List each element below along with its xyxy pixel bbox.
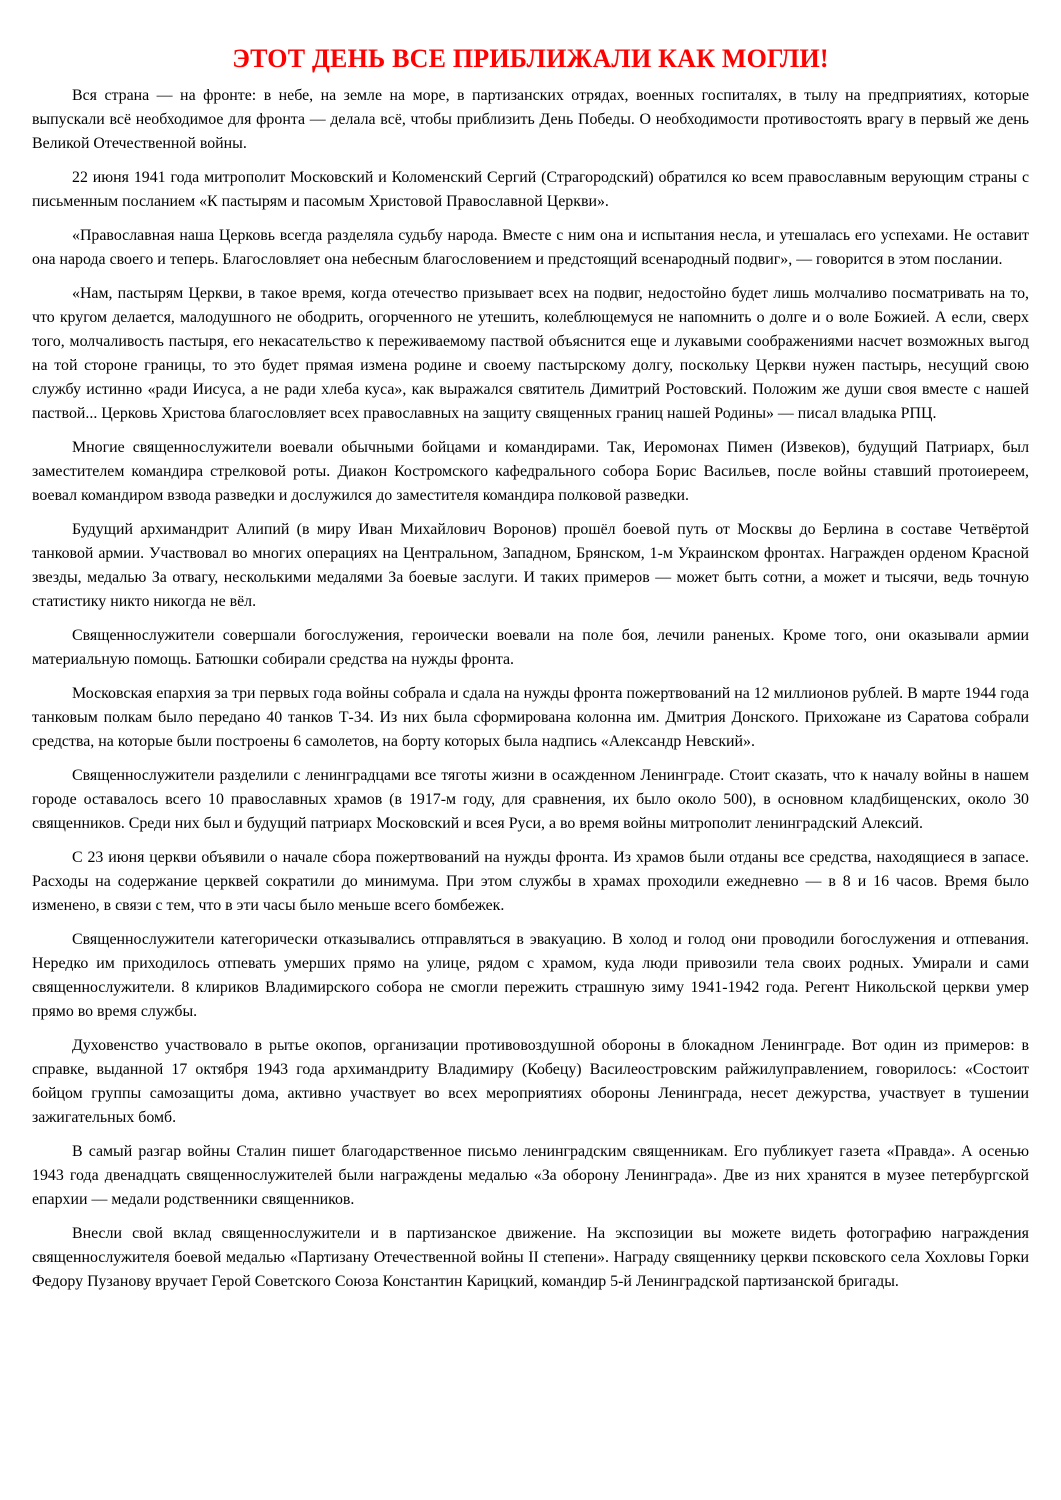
document-page (32, 40, 1029, 1304)
paragraph-10: С 23 июня церкви объявили о начале сбора пожертвований на нужды фронта. Из храмов были отданы все средства, находящиеся в запасе. Расходы на содержание церквей сократили до минимума. При этом службы в храмах проходили ежедневно — в 8 и 16 часов. Время было изменено, в связи с тем, что в эти часы было меньше всего бомбежек. (32, 849, 1029, 914)
paragraph-5: Многие священнослужители воевали обычными бойцами и командирами. Так, Иеромонах Пимен (Извеков), будущий Патриарх, был заместителем командира стрелковой роты. Диакон Костромского кафедрального собора Борис Васильев, после войны ставший протоиереем, воевал командиром взвода разведки и дослужился до заместителя командира полковой разведки. (32, 439, 1029, 504)
paragraph-12: Духовенство участвовало в рытье окопов, организации противовоздушной обороны в блокадном Ленинграде. Вот один из примеров: в справке, выданной 17 октября 1943 года архимандриту Владимиру (Кобецу) Василеостровским райжилуправлением, говорилось: «Состоит бойцом группы самозащиты дома, активно участвует во всех мероприятиях обороны Ленинграда, несет дежурства, участвует в тушении зажигательных бомб. (32, 1037, 1029, 1126)
paragraph-2: 22 июня 1941 года митрополит Московский и Коломенский Сергий (Страгородский) обратился ко всем православным верующим страны с письменным посланием «К пастырям и пасомым Христовой Православной Церкви». (32, 169, 1029, 210)
paragraph-13: В самый разгар войны Сталин пишет благодарственное письмо ленинградским священникам. Его публикует газета «Правда». А осенью 1943 года двенадцать священнослужителей были награждены медалью «За оборону Ленинграда». Две из них хранятся в музее петербургской епархии — медали родственники священников. (32, 1143, 1029, 1208)
paragraph-9: Священнослужители разделили с ленинградцами все тяготы жизни в осажденном Ленинграде. Стоит сказать, что к началу войны в нашем городе оставалось всего 10 православных храмов (в 1917-м году, для сравнения, их было около 500), в основном кладбищенских, около 30 священников. Среди них был и будущий патриарх Московский и всея Руси, а во время войны митрополит ленинградский Алексий. (32, 767, 1029, 832)
paragraph-8: Московская епархия за три первых года войны собрала и сдала на нужды фронта пожертвований на 12 миллионов рублей. В марте 1944 года танковым полкам было передано 40 танков Т-34. Из них была сформирована колонна им. Дмитрия Донского. Прихожане из Саратова собрали средства, на которые были построены 6 самолетов, на борту которых была надпись «Александр Невский». (32, 685, 1029, 750)
paragraph-1: Вся страна — на фронте: в небе, на земле на море, в партизанских отрядах, военных госпиталях, в тылу на предприятиях, которые выпускали всё необходимое для фронта — делала всё, чтобы приблизить День Победы. О необходимости противостоять врагу в первый же день Великой Отечественной войны. (32, 87, 1029, 152)
paragraph-14: Внесли свой вклад священнослужители и в партизанское движение. На экспозиции вы можете видеть фотографию награждения священнослужителя боевой медалью «Партизану Отечественной войны II степени». Награду священнику церкви псковского села Хохловы Горки Федору Пузанову вручает Герой Советского Союза Константин Карицкий, командир 5-й Ленинградской партизанской бригады. (32, 1225, 1029, 1290)
paragraph-11: Священнослужители категорически отказывались отправляться в эвакуацию. В холод и голод они проводили богослужения и отпевания. Нередко им приходилось отпевать умерших прямо на улице, рядом с храмом, куда люди привозили тела своих родных. Умирали и сами священнослужители. 8 клириков Владимирского собора не смогли пережить страшную зиму 1941-1942 года. Регент Никольской церкви умер прямо во время службы. (32, 931, 1029, 1020)
paragraph-4: «Нам, пастырям Церкви, в такое время, когда отечество призывает всех на подвиг, недостойно будет лишь молчаливо посматривать на то, что кругом делается, малодушного не ободрить, огорченного не утешить, колеблющемуся не напомнить о долге и о воле Божией. А если, сверх того, молчаливость пастыря, его некасательство к переживаемому паствой объяснится еще и лукавыми соображениями насчет возможных выгод на той стороне границы, то это будет прямая измена родине и своему пастырскому долгу, поскольку Церкви нужен пастырь, несущий свою службу истинно «ради Иисуса, а не ради хлеба куса», как выражался святитель Димитрий Ростовский. Положим же души своя вместе с нашей паствой... Церковь Христова благословляет всех православных на защиту священных границ нашей Родины» — писал владыка РПЦ. (32, 285, 1029, 422)
paragraph-7: Священнослужители совершали богослужения, героически воевали на поле боя, лечили раненых. Кроме того, они оказывали армии материальную помощь. Батюшки собирали средства на нужды фронта. (32, 627, 1029, 668)
paragraph-6: Будущий архимандрит Алипий (в миру Иван Михайлович Воронов) прошёл боевой путь от Москвы до Берлина в составе Четвёртой танковой армии. Участвовал во многих операциях на Центральном, Западном, Брянском, 1-м Украинском фронтах. Награжден орденом Красной звезды, медалью За отвагу, несколькими медалями За боевые заслуги. И таких примеров — может быть сотни, а может и тысячи, ведь точную статистику никто никогда не вёл. (32, 521, 1029, 610)
paragraph-3: «Православная наша Церковь всегда разделяла судьбу народа. Вместе с ним она и испытания несла, и утешалась его успехами. Не оставит она народа своего и теперь. Благословляет она небесным благословением и предстоящий всенародный подвиг», — говорится в этом послании. (32, 227, 1029, 268)
article-body (32, 84, 1029, 1294)
page-title: ЭТОТ ДЕНЬ ВСЕ ПРИБЛИЖАЛИ КАК МОГЛИ! (232, 44, 829, 73)
